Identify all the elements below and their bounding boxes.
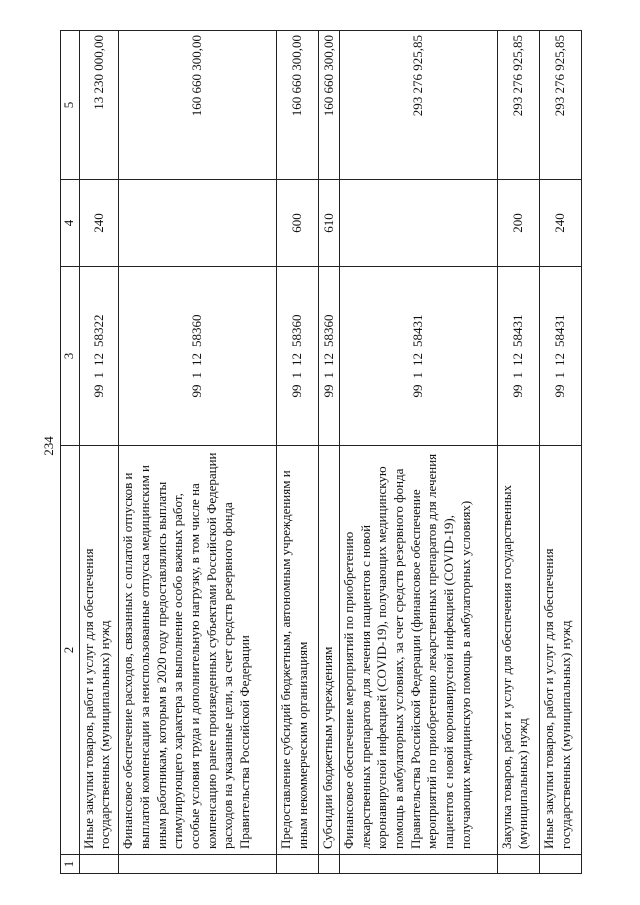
row-amount-cell: 160 660 300,00 — [119, 31, 277, 180]
row-amount-cell: 293 276 925,85 — [497, 31, 539, 180]
table-row — [497, 31, 539, 874]
header-col-3: 3 — [61, 267, 80, 446]
row-index-cell — [340, 855, 498, 874]
row-expense-type-cell: 240 — [539, 180, 581, 267]
code-part: 1 — [410, 372, 426, 379]
table-row — [277, 31, 319, 874]
row-name-cell: Иные закупки товаров, работ и услуг для обеспечения государственных (муниципальных) нужд — [539, 446, 581, 855]
code-part: 12 — [510, 353, 526, 366]
rotated-table-container — [60, 30, 582, 874]
code-part: 99 — [289, 384, 305, 398]
row-code-cell — [340, 267, 498, 446]
row-code-cell — [319, 267, 340, 446]
code-part: 99 — [320, 384, 336, 398]
code-part: 58360 — [320, 314, 336, 347]
row-code-cell — [539, 267, 581, 446]
code-part: 58431 — [552, 314, 568, 347]
row-amount-cell: 160 660 300,00 — [319, 31, 340, 180]
budget-table — [60, 30, 582, 874]
code-part: 1 — [289, 372, 305, 379]
row-index-cell — [319, 855, 340, 874]
table-row — [539, 31, 581, 874]
row-name-cell: Финансовое обеспечение расходов, связанных с оплатой отпусков и выплатой компенсации за неиспользованные отпуска медицинским и иным работникам, которым в 2020 году предоставлялись выплаты стимулирующего характера за выполнение особо важных работ, особые условия труда и дополнительную нагрузку, в том числе на компенсацию ранее произведенных субъектами Российской Федерации расходов на указанные цели, за счет средств резервного фонда Правительства Российской Федерации — [119, 446, 277, 855]
code-part: 58431 — [410, 314, 426, 347]
row-code-cell — [497, 267, 539, 446]
code-part: 12 — [320, 353, 336, 366]
header-col-2: 2 — [61, 446, 80, 855]
code-part: 1 — [510, 372, 526, 379]
code-part: 1 — [320, 372, 336, 379]
row-index-cell — [497, 855, 539, 874]
header-col-4: 4 — [61, 180, 80, 267]
row-expense-type-cell: 610 — [319, 180, 340, 267]
code-part: 58431 — [510, 314, 526, 347]
row-name-cell: Закупка товаров, работ и услуг для обеспечения государственных (муниципальных) нужд — [497, 446, 539, 855]
row-name-cell: Финансовое обеспечение мероприятий по приобретению лекарственных препаратов для лечения пациентов с новой коронавирусной инфекцией (COVID-19), получающих медицинскую помощь в амбулаторных условиях, за счет средств резервного фонда Правительства Российской Федерации (финансовое обеспечение мероприятий по приобретению лекарственных препаратов для лечения пациентов с новой коронавирусной инфекцией (COVID-19), получающих медицинскую помощь в амбулаторных условиях) — [340, 446, 498, 855]
code-part: 12 — [90, 353, 106, 366]
code-part: 1 — [552, 372, 568, 379]
row-expense-type-cell: 240 — [79, 180, 119, 267]
row-index-cell — [539, 855, 581, 874]
row-amount-cell: 160 660 300,00 — [277, 31, 319, 180]
code-part: 58322 — [90, 314, 106, 347]
code-part: 58360 — [189, 314, 205, 347]
table-row — [340, 31, 498, 874]
code-part: 99 — [189, 384, 205, 398]
code-part: 1 — [189, 372, 205, 379]
row-expense-type-cell: 600 — [277, 180, 319, 267]
row-expense-type-cell: 200 — [497, 180, 539, 267]
table-row — [79, 31, 119, 874]
row-index-cell — [277, 855, 319, 874]
row-expense-type-cell — [119, 180, 277, 267]
table-row — [119, 31, 277, 874]
header-col-5: 5 — [61, 31, 80, 180]
row-expense-type-cell — [340, 180, 498, 267]
code-part: 58360 — [289, 314, 305, 347]
code-part: 12 — [189, 353, 205, 366]
code-part: 99 — [410, 384, 426, 398]
table-row — [319, 31, 340, 874]
row-index-cell — [119, 855, 277, 874]
code-part: 12 — [552, 353, 568, 366]
row-amount-cell: 293 276 925,85 — [539, 31, 581, 180]
code-part: 99 — [510, 384, 526, 398]
page-number: 234 — [41, 436, 56, 456]
row-amount-cell: 293 276 925,85 — [340, 31, 498, 180]
code-part: 1 — [90, 372, 106, 379]
row-amount-cell: 13 230 000,00 — [79, 31, 119, 180]
row-name-cell: Предоставление субсидий бюджетным, автономным учреждениям и иным некоммерческим организациям — [277, 446, 319, 855]
row-name-cell: Субсидии бюджетным учреждениям — [319, 446, 340, 855]
row-index-cell — [79, 855, 119, 874]
header-row — [61, 31, 80, 874]
code-part: 99 — [552, 384, 568, 398]
row-code-cell — [277, 267, 319, 446]
code-part: 12 — [410, 353, 426, 366]
row-code-cell — [79, 267, 119, 446]
header-col-1: 1 — [61, 855, 80, 874]
code-part: 12 — [289, 353, 305, 366]
row-name-cell: Иные закупки товаров, работ и услуг для обеспечения государственных (муниципальных) нужд — [79, 446, 119, 855]
row-code-cell — [119, 267, 277, 446]
code-part: 99 — [90, 384, 106, 398]
